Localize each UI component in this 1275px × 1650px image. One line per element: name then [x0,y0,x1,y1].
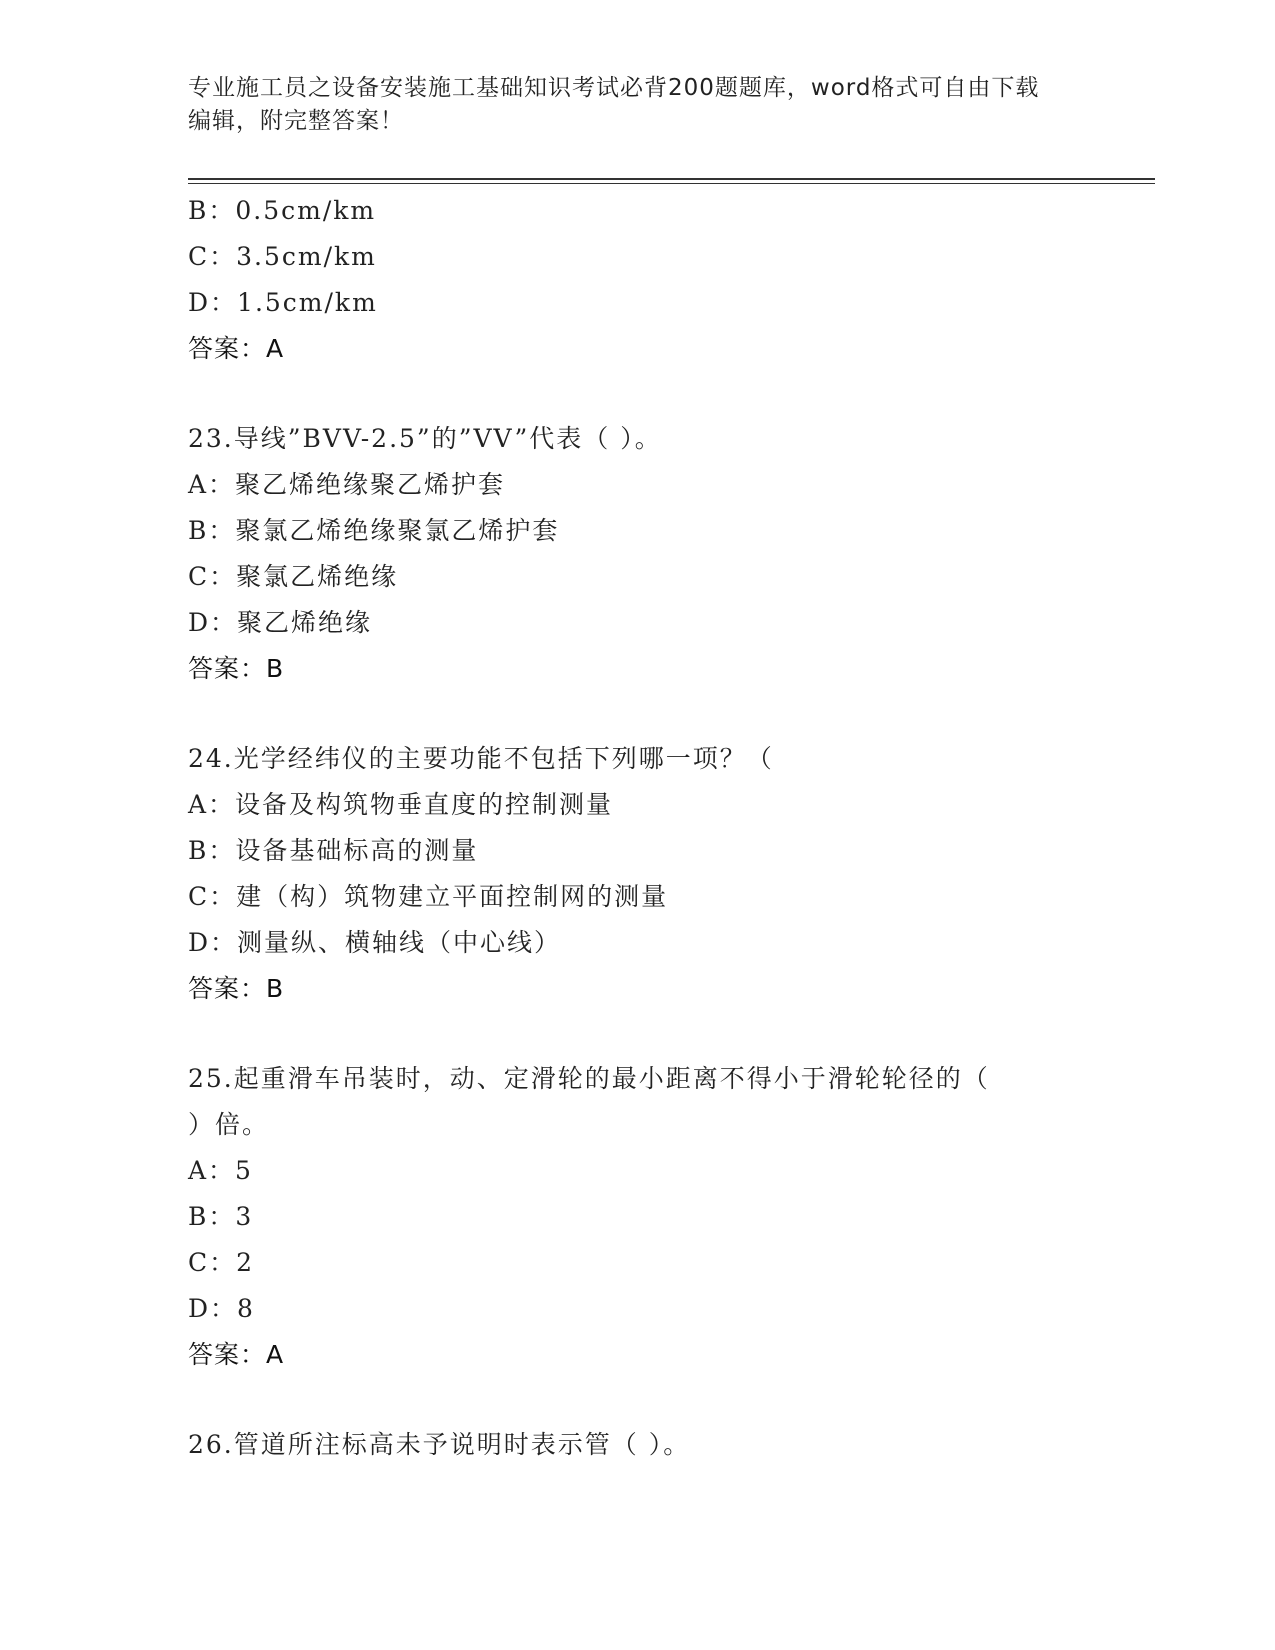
option-b: B：聚氯乙烯绝缘聚氯乙烯护套 [188,516,560,545]
header-rule-thick [188,178,1155,180]
question-stem: 26.管道所注标高未予说明时表示管（ ）。 [188,1430,691,1459]
option-d: D：8 [188,1294,255,1323]
option-d: D：测量纵、横轴线（中心线） [188,928,562,957]
header-rule-thin [188,183,1155,184]
option-b: B：设备基础标高的测量 [188,836,479,865]
question-stem: 23.导线”BVV-2.5”的”VV”代表（ ）。 [188,424,662,453]
answer-line: 答案：B [188,974,285,1003]
spacer [188,372,1088,416]
option-d: D：聚乙烯绝缘 [188,608,373,637]
answer-line: 答案：B [188,654,285,683]
option-c: C：2 [188,1248,255,1277]
question-stem-line-2: ）倍。 [188,1110,270,1139]
option-b: B：0.5cm/km [188,196,377,225]
option-a: A：聚乙烯绝缘聚乙烯护套 [188,470,506,499]
answer-line: 答案：A [188,334,285,363]
option-c: C：聚氯乙烯绝缘 [188,562,399,591]
question-block-26 [188,1422,1088,1468]
spacer [188,1012,1088,1056]
spacer [188,1378,1088,1422]
answer-line: 答案：A [188,1340,285,1369]
header-line-2: 编辑，附完整答案！ [188,108,404,134]
spacer [188,692,1088,736]
question-stem-line-1: 25.起重滑车吊装时，动、定滑轮的最小距离不得小于滑轮轮径的（ [188,1064,990,1093]
question-block-23 [188,416,1088,692]
option-c: C：建（构）筑物建立平面控制网的测量 [188,882,669,911]
option-a: A：5 [188,1156,253,1185]
header-line-1: 专业施工员之设备安装施工基础知识考试必背200题题库，word格式可自由下载 [188,75,1040,101]
document-header [188,72,1068,138]
option-b: B：3 [188,1202,254,1231]
question-block-24 [188,736,1088,1012]
option-a: A：设备及构筑物垂直度的控制测量 [188,790,614,819]
question-stem: 24.光学经纬仪的主要功能不包括下列哪一项？（ [188,744,774,773]
question-block-22 [188,188,1088,372]
document-body [188,188,1088,1468]
question-block-25 [188,1056,1088,1378]
option-c: C：3.5cm/km [188,242,377,271]
option-d: D：1.5cm/km [188,288,378,317]
